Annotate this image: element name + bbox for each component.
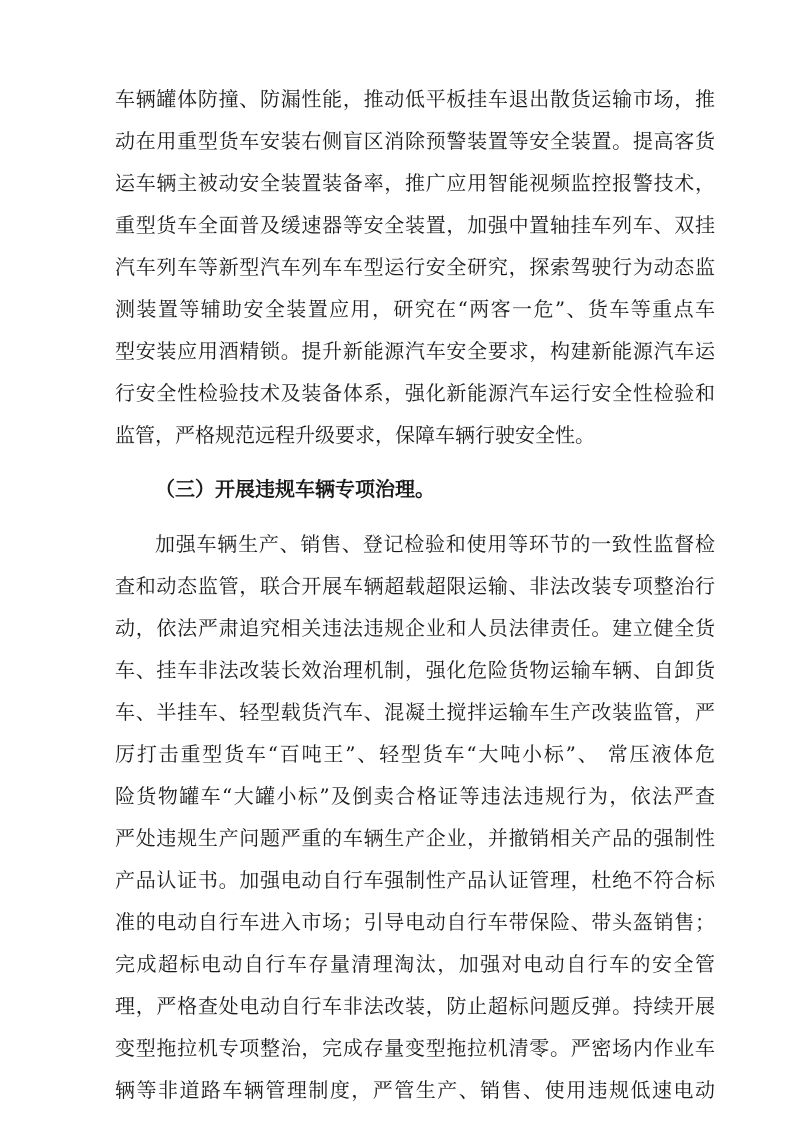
paragraph2-line: 险货物罐车“大罐小标”及倒卖合格证等违法违规行为，依法严查 xyxy=(115,784,715,808)
paragraph1-line: 行安全性检验技术及装备体系，强化新能源汽车运行安全性检验和 xyxy=(115,381,715,405)
paragraph1-line: 型安装应用酒精锁。提升新能源汽车安全要求，构建新能源汽车运 xyxy=(115,339,715,363)
paragraph1-line: 测装置等辅助安全装置应用，研究在“两客一危”、货车等重点车 xyxy=(115,297,715,321)
paragraph2-line: 厉打击重型货车“百吨王”、轻型货车“大吨小标”、 常压液体危 xyxy=(115,742,715,766)
section-heading: （三）开展违规车辆专项治理。 xyxy=(155,477,435,501)
paragraph1-line: 监管，严格规范远程升级要求，保障车辆行驶安全性。 xyxy=(115,423,595,447)
paragraph2-line: 完成超标电动自行车存量清理淘汰，加强对电动自行车的安全管 xyxy=(115,952,715,976)
paragraph1-line: 动在用重型货车安装右侧盲区消除预警装置等安全装置。提高客货 xyxy=(115,129,715,153)
paragraph2-line: 理，严格查处电动自行车非法改装，防止超标问题反弹。持续开展 xyxy=(115,994,715,1018)
paragraph2-line: 辆等非道路车辆管理制度，严管生产、销售、使用违规低速电动 xyxy=(115,1078,715,1102)
paragraph2-line: 动，依法严肃追究相关违法违规企业和人员法律责任。建立健全货 xyxy=(115,616,715,640)
paragraph1-line: 汽车列车等新型汽车列车车型运行安全研究，探索驾驶行为动态监 xyxy=(115,255,715,279)
paragraph2-line: 车、挂车非法改装长效治理机制，强化危险货物运输车辆、自卸货 xyxy=(115,658,715,682)
paragraph2-line: 查和动态监管，联合开展车辆超载超限运输、非法改装专项整治行 xyxy=(115,574,715,598)
paragraph2-line: 产品认证书。加强电动自行车强制性产品认证管理，杜绝不符合标 xyxy=(115,868,715,892)
paragraph1-line: 重型货车全面普及缓速器等安全装置，加强中置轴挂车列车、双挂 xyxy=(115,213,715,237)
paragraph2-line: 变型拖拉机专项整治，完成存量变型拖拉机清零。严密场内作业车 xyxy=(115,1036,715,1060)
paragraph1-line: 车辆罐体防撞、防漏性能，推动低平板挂车退出散货运输市场，推 xyxy=(115,87,715,111)
paragraph2-line: 准的电动自行车进入市场；引导电动自行车带保险、带头盔销售； xyxy=(115,910,715,934)
paragraph2-line: 严处违规生产问题严重的车辆生产企业，并撤销相关产品的强制性 xyxy=(115,826,715,850)
paragraph1-line: 运车辆主被动安全装置装备率，推广应用智能视频监控报警技术， xyxy=(115,171,715,195)
paragraph2-line: 加强车辆生产、销售、登记检验和使用等环节的一致性监督检 xyxy=(155,532,715,556)
paragraph2-line: 车、半挂车、轻型载货汽车、混凝土搅拌运输车生产改装监管，严 xyxy=(115,700,715,724)
